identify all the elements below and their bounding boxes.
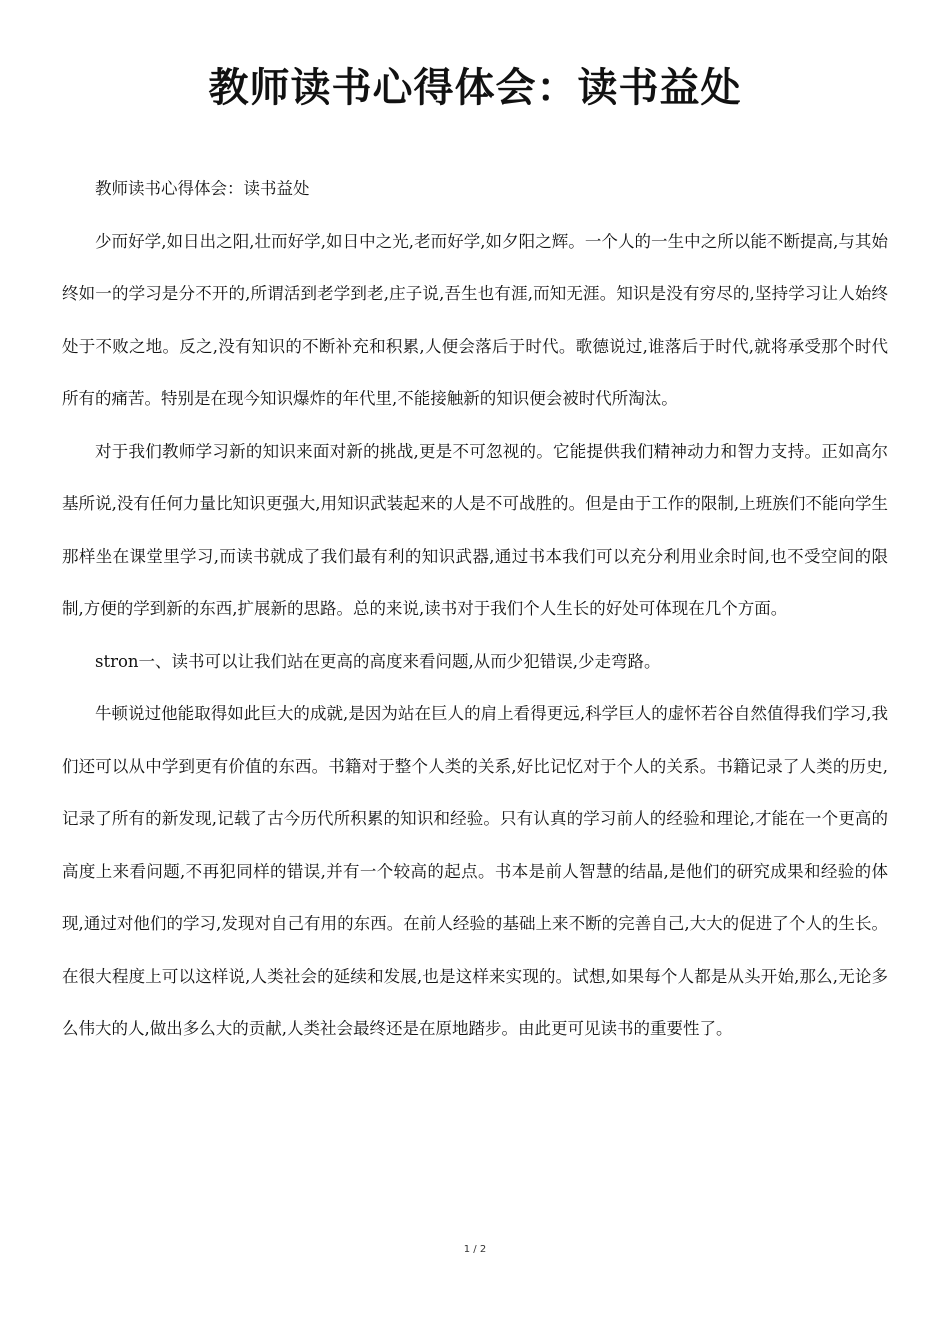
document-body — [62, 163, 888, 1056]
paragraph-subtitle: 教师读书心得体会：读书益处 — [95, 179, 310, 198]
paragraph: 牛顿说过他能取得如此巨大的成就,是因为站在巨人的肩上看得更远,科学巨人的虚怀若谷自然值得我们学习,我们还可以从中学到更有价值的东西。书籍对于整个人类的关系,好比记忆对于个人的关系。书籍记录了人类的历史,记录了所有的新发现,记载了古今历代所积累的知识和经验。只有认真的学习前人的经验和理论,才能在一个更高的高度上来看问题,不再犯同样的错误,并有一个较高的起点。书本是前人智慧的结晶,是他们的研究成果和经验的体现,通过对他们的学习,发现对自己有用的东西。在前人经验的基础上来不断的完善自己,大大的促进了个人的生长。在很大程度上可以这样说,人类社会的延续和发展,也是这样来实现的。试想,如果每个人都是从头开始,那么,无论多么伟大的人,做出多么大的贡献,人类社会最终还是在原地踏步。由此更可见读书的重要性了。 — [62, 704, 888, 1038]
paragraph: 对于我们教师学习新的知识来面对新的挑战,更是不可忽视的。它能提供我们精神动力和智力支持。正如高尔基所说,没有任何力量比知识更强大,用知识武装起来的人是不可战胜的。但是由于工作的限制,上班族们不能向学生那样坐在课堂里学习,而读书就成了我们最有利的知识武器,通过书本我们可以充分利用业余时间,也不受空间的限制,方便的学到新的东西,扩展新的思路。总的来说,读书对于我们个人生长的好处可体现在几个方面。 — [62, 441, 888, 618]
document-title: 教师读书心得体会：读书益处 — [208, 65, 742, 111]
paragraph-heading: stron一、读书可以让我们站在更高的高度来看问题,从而少犯错误,少走弯路。 — [95, 651, 661, 671]
paragraph: 少而好学,如日出之阳,壮而好学,如日中之光,老而好学,如夕阳之辉。一个人的一生中之所以能不断提高,与其始终如一的学习是分不开的,所谓活到老学到老,庄子说,吾生也有涯,而知无涯。知识是没有穷尽的,坚持学习让人始终处于不败之地。反之,没有知识的不断补充和积累,人便会落后于时代。歌德说过,谁落后于时代,就将承受那个时代所有的痛苦。特别是在现今知识爆炸的年代里,不能接触新的知识便会被时代所淘汰。 — [62, 231, 888, 408]
page-number: 1 / 2 — [463, 1244, 487, 1255]
